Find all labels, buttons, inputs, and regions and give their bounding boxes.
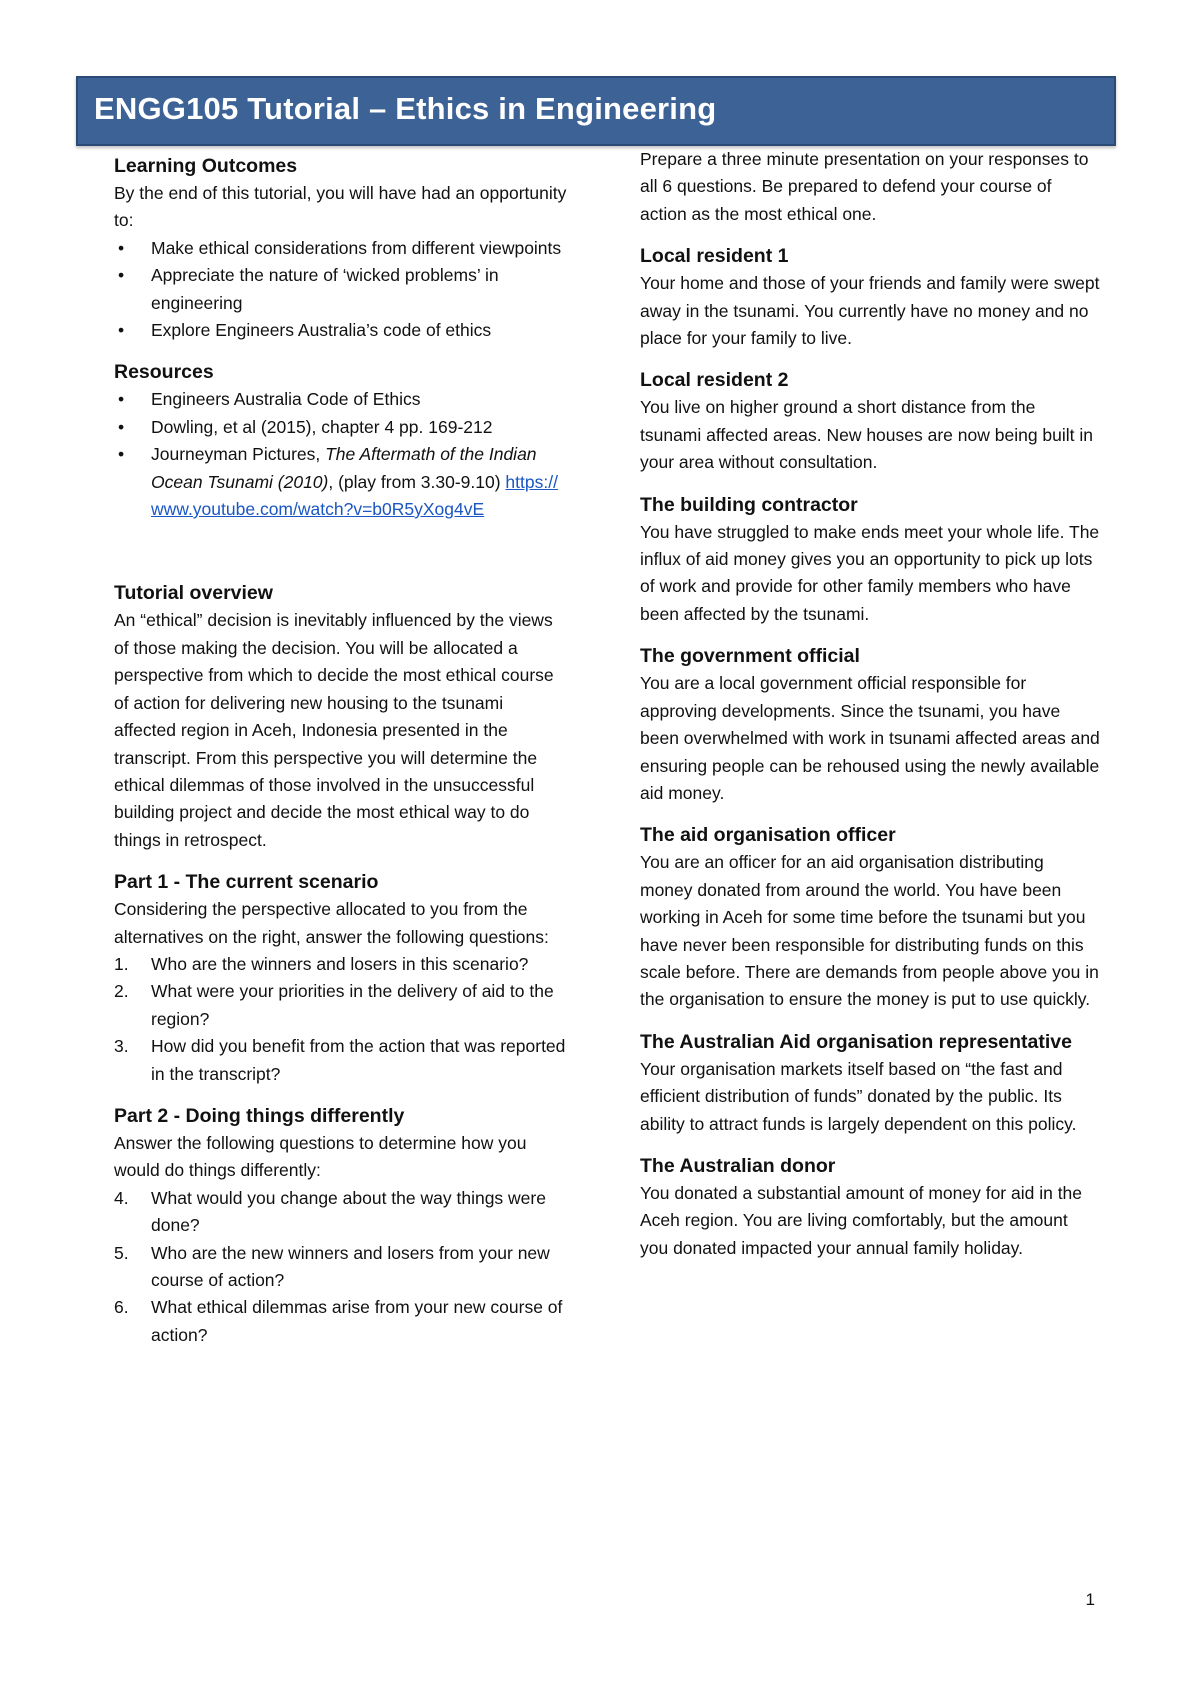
perspective-body: Your home and those of your friends and family were swept away in the tsunami. You currently have no money and no place for your family to live. xyxy=(640,273,1100,349)
list-item: • Explore Engineers Australia’s code of ethics xyxy=(114,317,569,344)
presentation-section xyxy=(640,146,1100,228)
resources-list xyxy=(114,386,569,523)
perspective-government-official xyxy=(640,642,1100,807)
perspective-aid-officer xyxy=(640,821,1100,1013)
list-item: • Appreciate the nature of ‘wicked problems’ in engineering xyxy=(114,262,569,317)
document-title: ENGG105 Tutorial – Ethics in Engineering xyxy=(94,91,717,126)
bullet-icon: • xyxy=(118,444,125,465)
list-item: • Journeyman Pictures, The Aftermath of the Indian Ocean Tsunami (2010), (play from 3.30-9.10) https://www.youtube.com/watch?v=b0R5yXog4vE xyxy=(114,441,569,523)
perspective-heading: The aid organisation officer xyxy=(640,824,896,847)
spacer xyxy=(114,537,569,579)
bullet-icon: • xyxy=(118,265,125,286)
bullet-icon: • xyxy=(118,389,125,410)
question-item: 5. Who are the new winners and losers from your new course of action? xyxy=(114,1242,550,1290)
perspective-heading: The building contractor xyxy=(640,493,858,516)
bullet-icon: • xyxy=(118,237,125,258)
perspective-body: You are an officer for an aid organisation distributing money donated from around the world. You have been working in Aceh for some time before the tsunami but you have never been responsible for distributing funds on this scale before. There are demands from people above you in the organisation to ensure the money is put to use quickly. xyxy=(640,852,1099,1010)
resources-heading: Resources xyxy=(114,361,214,384)
perspective-body: You have struggled to make ends meet your whole life. The influx of aid money gives you an opportunity to pick up lots of work and provide for other family members who have been affected by the tsunami. xyxy=(640,521,1100,624)
list-item: • Engineers Australia Code of Ethics xyxy=(114,386,569,413)
part2-heading: Part 2 - Doing things differently xyxy=(114,1104,405,1127)
overview-body: An “ethical” decision is inevitably influenced by the views of those making the decision. You will be allocated a perspective from which to decide the most ethical course of action for delivering new housing to the tsunami affected region in Aceh, Indonesia presented in the transcript. From this perspective you will determine the ethical dilemmas of those involved in the unsuccessful building project and decide the most ethical way to do things in retrospect. xyxy=(114,610,554,850)
bullet-icon: • xyxy=(118,416,125,437)
list-item: • Dowling, et al (2015), chapter 4 pp. 169-212 xyxy=(114,414,569,441)
part1-section xyxy=(114,868,569,1088)
question-item: 6. What ethical dilemmas arise from your new course of action? xyxy=(114,1297,563,1345)
part2-questions xyxy=(114,1185,569,1349)
list-item: • Make ethical considerations from different viewpoints xyxy=(114,235,569,262)
perspective-body: You are a local government official responsible for approving developments. Since the tsunami, you have been overwhelmed with work in tsunami affected areas and ensuring people can be rehoused using the newly available aid money. xyxy=(640,673,1100,803)
perspective-heading: The Australian Aid organisation representative xyxy=(640,1030,1072,1053)
question-item: 4. What would you change about the way things were done? xyxy=(114,1187,546,1236)
perspective-heading: The government official xyxy=(640,645,860,668)
perspective-building-contractor xyxy=(640,491,1100,629)
question-item: 1. Who are the winners and losers in this scenario? xyxy=(114,953,529,974)
question-item: 3. How did you benefit from the action that was reported in the transcript? xyxy=(114,1036,566,1084)
title-banner xyxy=(76,76,1116,146)
part1-heading: Part 1 - The current scenario xyxy=(114,871,379,894)
learning-outcomes-heading: Learning Outcomes xyxy=(114,155,298,177)
resources-section xyxy=(114,358,569,523)
perspective-body: You live on higher ground a short distance from the tsunami affected areas. New houses are now being built in your area without consultation. xyxy=(640,397,1094,473)
question-item: 2. What were your priorities in the delivery of aid to the region? xyxy=(114,981,554,1029)
presentation-text: Prepare a three minute presentation on your responses to all 6 questions. Be prepared to defend your course of action as the most ethical one. xyxy=(640,149,1089,224)
perspective-heading: Local resident 1 xyxy=(640,245,789,268)
right-column xyxy=(640,146,1100,1276)
part2-section xyxy=(114,1102,569,1349)
perspective-heading: Local resident 2 xyxy=(640,369,789,392)
left-column xyxy=(114,152,569,1363)
part1-questions xyxy=(114,951,569,1088)
perspective-body: You donated a substantial amount of money for aid in the Aceh region. You are living comfortably, but the amount you donated impacted your annual family holiday. xyxy=(640,1182,1083,1258)
perspective-local-resident-2 xyxy=(640,366,1100,476)
part1-intro: Considering the perspective allocated to you from the alternatives on the right, answer the following questions: xyxy=(114,899,549,947)
learning-outcomes-list xyxy=(114,235,569,345)
perspective-australian-aid-rep xyxy=(640,1028,1100,1138)
learning-outcomes-section xyxy=(114,152,569,344)
overview-heading: Tutorial overview xyxy=(114,582,273,605)
youtube-link[interactable]: https://www.youtube.com/watch?v=b0R5yXog4vE xyxy=(151,471,558,520)
perspective-local-resident-1 xyxy=(640,242,1100,352)
perspective-australian-donor xyxy=(640,1152,1100,1262)
bullet-icon: • xyxy=(118,320,125,341)
page-number: 1 xyxy=(1085,1590,1095,1609)
overview-section xyxy=(114,579,569,854)
video-title: The Aftermath of the Indian Ocean Tsunami (2010) xyxy=(151,444,537,492)
perspective-body: Your organisation markets itself based on “the fast and efficient distribution of funds” donated by the public. Its ability to attract funds is largely dependent on this policy. xyxy=(640,1058,1077,1134)
learning-outcomes-intro: By the end of this tutorial, you will have had an opportunity to: xyxy=(114,183,567,231)
part2-intro: Answer the following questions to determine how you would do things differently: xyxy=(114,1132,527,1181)
perspective-heading: The Australian donor xyxy=(640,1154,836,1177)
